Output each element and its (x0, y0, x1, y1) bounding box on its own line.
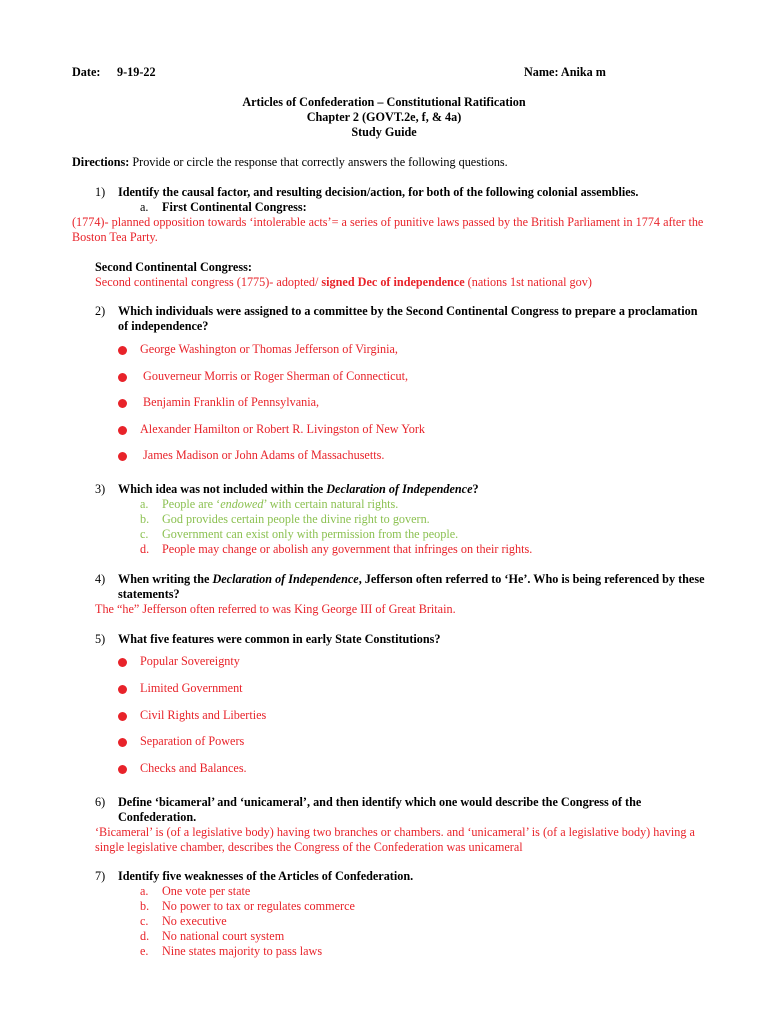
q6-answer: ‘Bicameral’ is (of a legislative body) having two branches or chambers. and ‘unicameral’ is (of a legislative body) having a single legislative chamber, describes the Congress of the Confederation was unicameral (95, 825, 695, 854)
q7-option-letter: e. (140, 944, 149, 958)
doc-subtitle: Study Guide (351, 125, 417, 139)
doc-title: Articles of Confederation – Constitutional Ratification (242, 95, 526, 109)
q3-option-a[interactable] (162, 497, 398, 512)
q1-text: Identify the causal factor, and resulting decision/action, for both of the following colonial assemblies. (118, 185, 639, 199)
q3-text-italic: Declaration of Independence (326, 482, 473, 496)
q1-answer-b-post: (nations 1st national gov) (464, 275, 592, 289)
bullet-icon (118, 712, 127, 721)
q3-option-letter: a. (140, 497, 149, 511)
bullet-icon (118, 373, 127, 382)
q7-option: One vote per state (162, 884, 251, 898)
q2-option: James Madison or John Adams of Massachusetts. (140, 448, 385, 462)
q2-option: Alexander Hamilton or Robert R. Livingston of New York (140, 422, 426, 436)
q2-text: Which individuals were assigned to a committee by the Second Continental Congress to prepare a proclamation of independence? (118, 304, 698, 333)
q5-option: Checks and Balances. (140, 761, 247, 775)
q1-answer-b-bold: signed Dec of independence (321, 275, 465, 289)
q4-text (118, 572, 708, 602)
bullet-icon (118, 738, 127, 747)
q3-option-c[interactable]: Government can exist only with permission from the people. (162, 527, 459, 541)
q3-option-a-italic: endowed (220, 497, 264, 511)
bullet-icon (118, 765, 127, 774)
q4-answer: The “he” Jefferson often referred to was King George III of Great Britain. (95, 602, 456, 616)
q7-number: 7) (95, 869, 106, 883)
bullet-icon (118, 426, 127, 435)
q5-option: Popular Sovereignty (140, 654, 240, 668)
q5-text: What five features were common in early State Constitutions? (118, 632, 441, 646)
q1-answer-a: (1774)- planned opposition towards ‘intolerable acts’= a series of punitive laws passed by the British Parliament in 1774 after the Boston Tea Party. (72, 215, 704, 244)
q7-option-letter: d. (140, 929, 150, 943)
name-label: Name: Anika m (524, 65, 606, 79)
q1-sub-a-label: First Continental Congress: (162, 200, 307, 214)
q6-text: Define ‘bicameral’ and ‘unicameral’, and then identify which one would describe the Congress of the Confederation. (118, 795, 642, 824)
q3-option-d[interactable]: People may change or abolish any government that infringes on their rights. (162, 542, 533, 556)
q3-option-a-pre: People are ‘ (162, 497, 221, 511)
bullet-icon (118, 658, 127, 667)
q2-option: George Washington or Thomas Jefferson of Virginia, (140, 342, 398, 356)
bullet-icon (118, 685, 127, 694)
q7-option: Nine states majority to pass laws (162, 944, 323, 958)
q1-answer-b-pre: Second continental congress (1775)- adopted/ (95, 275, 322, 289)
q7-option-letter: c. (140, 914, 149, 928)
q3-option-letter: d. (140, 542, 150, 556)
q3-text (118, 482, 479, 497)
q5-option: Civil Rights and Liberties (140, 708, 267, 722)
q3-option-letter: c. (140, 527, 149, 541)
bullet-icon (118, 399, 127, 408)
bullet-icon (118, 452, 127, 461)
q4-text-post: , Jefferson often referred to ‘He’. Who is being referenced by these statements? (118, 572, 705, 601)
q3-text-pre: Which idea was not included within the (118, 482, 327, 496)
q1-number: 1) (95, 185, 106, 199)
q7-text: Identify five weaknesses of the Articles of Confederation. (118, 869, 414, 883)
q7-option-letter: b. (140, 899, 150, 913)
bullet-icon (118, 346, 127, 355)
q2-number: 2) (95, 304, 106, 318)
q3-option-letter: b. (140, 512, 150, 526)
q7-option: No executive (162, 914, 227, 928)
directions-text: Provide or circle the response that correctly answers the following questions. (129, 155, 508, 169)
q5-option: Limited Government (140, 681, 243, 695)
q4-text-pre: When writing the (118, 572, 213, 586)
q3-number: 3) (95, 482, 106, 496)
q3-text-post: ? (472, 482, 479, 496)
q6-number: 6) (95, 795, 106, 809)
q7-option: No power to tax or regulates commerce (162, 899, 355, 913)
q1-sub-a-letter: a. (140, 200, 149, 214)
q3-option-b[interactable]: God provides certain people the divine right to govern. (162, 512, 430, 526)
q2-option: Benjamin Franklin of Pennsylvania, (140, 395, 320, 409)
q4-number: 4) (95, 572, 106, 586)
q2-option: Gouverneur Morris or Roger Sherman of Connecticut, (140, 369, 409, 383)
q1-second-label: Second Continental Congress: (95, 260, 252, 274)
q3-option-a-post: ’ with certain natural rights. (263, 497, 399, 511)
q1-answer-b (95, 275, 592, 290)
doc-chapter: Chapter 2 (GOVT.2e, f, & 4a) (306, 110, 462, 124)
q7-option-letter: a. (140, 884, 149, 898)
q7-option: No national court system (162, 929, 285, 943)
directions-label: Directions: (72, 155, 130, 169)
date-value: 9-19-22 (117, 65, 156, 79)
q5-option: Separation of Powers (140, 734, 245, 748)
date-label: Date: (72, 65, 101, 79)
directions (72, 155, 508, 170)
q4-text-italic: Declaration of Independence (212, 572, 359, 586)
q5-number: 5) (95, 632, 106, 646)
